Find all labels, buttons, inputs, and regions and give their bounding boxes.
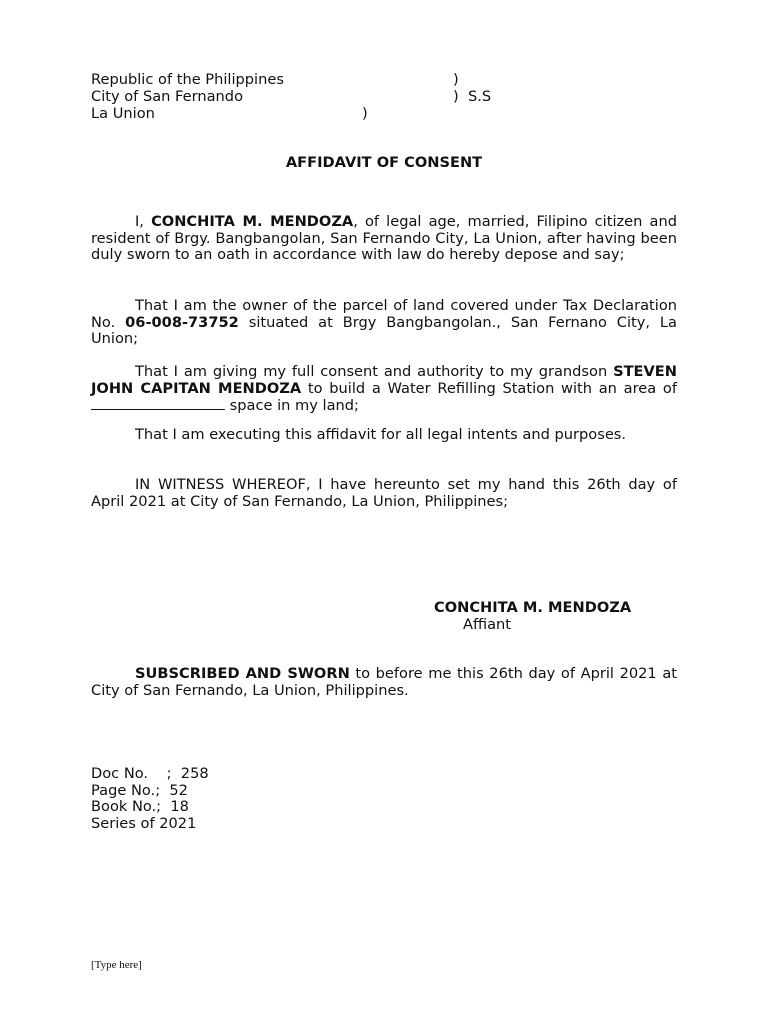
footer-placeholder[interactable]: [Type here] (91, 959, 142, 971)
purpose-paragraph (91, 427, 677, 444)
page-number: Page No.; 52 (91, 782, 188, 799)
signature-role: Affiant (463, 616, 512, 633)
ownership-paragraph (91, 298, 677, 348)
affiant-name: CONCHITA M. MENDOZA (151, 213, 354, 230)
ownership-rest: situated at Brgy Bangbangolan., San Fernano City, La Union; (91, 313, 677, 348)
series-year: Series of 2021 (91, 815, 197, 832)
venue-paren-ss: ) S.S (453, 88, 492, 105)
intro-rest: , of legal age, married, Filipino citizen and resident of Brgy. Bangbangolan, San Fernando City, La Union, after having been duly sworn to an oath in accordance with law do hereby depose and say; (91, 213, 677, 264)
intro-prefix: I, (135, 213, 152, 230)
venue-paren-1: ) (453, 71, 459, 88)
area-blank-line (91, 397, 225, 410)
purpose-text: That I am executing this affidavit for all legal intents and purposes. (135, 426, 627, 443)
consent-paragraph (91, 364, 677, 415)
doc-number: Doc No. ; 258 (91, 765, 209, 782)
signature-name: CONCHITA M. MENDOZA (434, 599, 632, 616)
venue-province: La Union (91, 105, 155, 122)
venue-city: City of San Fernando (91, 88, 243, 105)
intro-paragraph (91, 214, 677, 264)
venue-country: Republic of the Philippines (91, 71, 284, 88)
ownership-prefix: That I am the owner of the parcel of land covered under Tax Declaration No. (91, 297, 677, 331)
notary-paragraph (91, 666, 677, 699)
notary-bold: SUBSCRIBED AND SWORN (135, 665, 350, 682)
grandson-name: STEVEN JOHN CAPITAN MENDOZA (91, 363, 677, 397)
consent-prefix: That I am giving my full consent and authority to my grandson (135, 363, 614, 380)
venue-paren-3: ) (362, 105, 368, 122)
consent-middle: to build a Water Refilling Station with an area of (301, 379, 677, 397)
witness-paragraph (91, 477, 677, 510)
consent-rest: space in my land; (225, 397, 359, 415)
witness-text: IN WITNESS WHEREOF, I have hereunto set my hand this 26th day of April 2021 at City of San Fernando, La Union, Philippines; (91, 476, 677, 510)
tax-declaration-number: 06-008-73752 (125, 313, 239, 331)
book-number: Book No.; 18 (91, 798, 189, 815)
notary-rest: to before me this 26th day of April 2021 at City of San Fernando, La Union, Philippines. (91, 665, 677, 699)
document-title: AFFIDAVIT OF CONSENT (285, 154, 483, 171)
